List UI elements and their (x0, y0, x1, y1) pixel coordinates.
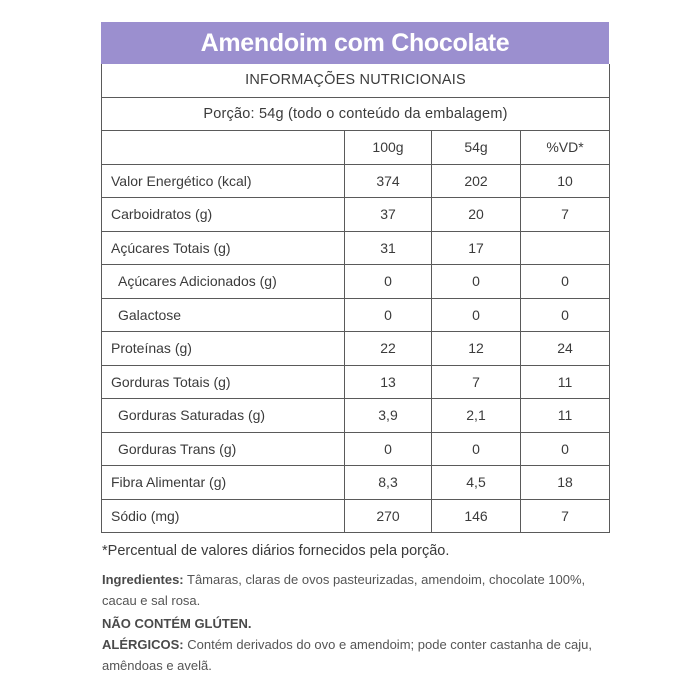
nutrition-label (101, 22, 609, 676)
column-header-54g: 54g (432, 130, 521, 164)
column-header-row (102, 130, 610, 164)
nutrient-name: Gorduras Totais (g) (102, 365, 345, 399)
table-row (102, 399, 610, 433)
portion-text: Porção: 54g (todo o conteúdo da embalagem) (102, 97, 610, 130)
product-title: Amendoim com Chocolate (200, 28, 510, 57)
allergens-paragraph (102, 634, 609, 676)
portion-row (102, 97, 610, 130)
nutrient-name: Fibra Alimentar (g) (102, 466, 345, 500)
value-100g: 374 (345, 164, 432, 198)
nutrient-name: Valor Energético (kcal) (102, 164, 345, 198)
value-100g: 270 (345, 499, 432, 533)
nutrient-name: Sódio (mg) (102, 499, 345, 533)
daily-value-footnote: *Percentual de valores diários fornecidos pela porção. (102, 543, 450, 559)
table-row (102, 432, 610, 466)
table-row (102, 198, 610, 232)
value-vd: 11 (521, 399, 610, 433)
table-row (102, 164, 610, 198)
ingredients-paragraph (102, 569, 609, 611)
value-100g: 8,3 (345, 466, 432, 500)
value-54g: 20 (432, 198, 521, 232)
value-100g: 13 (345, 365, 432, 399)
value-100g: 22 (345, 332, 432, 366)
value-100g: 37 (345, 198, 432, 232)
value-vd: 0 (521, 432, 610, 466)
nutrient-name: Açúcares Totais (g) (102, 231, 345, 265)
value-100g: 0 (345, 265, 432, 299)
value-vd: 0 (521, 265, 610, 299)
column-header-100g: 100g (345, 130, 432, 164)
value-vd (521, 231, 610, 265)
value-54g: 2,1 (432, 399, 521, 433)
column-header-vd: %VD* (521, 130, 610, 164)
ingredients-label: Ingredientes: (102, 572, 184, 587)
value-vd: 0 (521, 298, 610, 332)
value-54g: 0 (432, 432, 521, 466)
value-54g: 17 (432, 231, 521, 265)
value-100g: 3,9 (345, 399, 432, 433)
table-row (102, 298, 610, 332)
product-info (102, 569, 609, 676)
value-100g: 0 (345, 432, 432, 466)
value-54g: 0 (432, 265, 521, 299)
value-54g: 7 (432, 365, 521, 399)
table-row (102, 265, 610, 299)
value-vd: 10 (521, 164, 610, 198)
value-54g: 12 (432, 332, 521, 366)
ingredients-text: Tâmaras, claras de ovos pasteurizadas, amendoim, chocolate 100%, cacau e sal rosa. (102, 572, 586, 608)
table-row (102, 365, 610, 399)
value-54g: 146 (432, 499, 521, 533)
nutrition-table (101, 64, 610, 533)
value-vd: 11 (521, 365, 610, 399)
nutrient-name: Gorduras Saturadas (g) (102, 399, 345, 433)
value-100g: 0 (345, 298, 432, 332)
value-54g: 202 (432, 164, 521, 198)
gluten-statement: NÃO CONTÉM GLÚTEN. (102, 616, 252, 631)
table-header: INFORMAÇÕES NUTRICIONAIS (102, 64, 610, 97)
allergens-text: Contém derivados do ovo e amendoim; pode conter castanha de caju, amêndoas e avelã. (102, 637, 592, 673)
table-row (102, 231, 610, 265)
product-title-bar (101, 22, 609, 64)
value-54g: 0 (432, 298, 521, 332)
value-vd: 24 (521, 332, 610, 366)
nutrient-name: Proteínas (g) (102, 332, 345, 366)
allergens-label: ALÉRGICOS: (102, 637, 184, 652)
table-row (102, 466, 610, 500)
table-row (102, 332, 610, 366)
value-100g: 31 (345, 231, 432, 265)
table-header-row (102, 64, 610, 97)
value-vd: 7 (521, 198, 610, 232)
value-54g: 4,5 (432, 466, 521, 500)
column-header-empty (102, 130, 345, 164)
nutrient-name: Carboidratos (g) (102, 198, 345, 232)
nutrient-name: Açúcares Adicionados (g) (102, 265, 345, 299)
value-vd: 18 (521, 466, 610, 500)
nutrient-name: Galactose (102, 298, 345, 332)
nutrient-name: Gorduras Trans (g) (102, 432, 345, 466)
table-row (102, 499, 610, 533)
value-vd: 7 (521, 499, 610, 533)
